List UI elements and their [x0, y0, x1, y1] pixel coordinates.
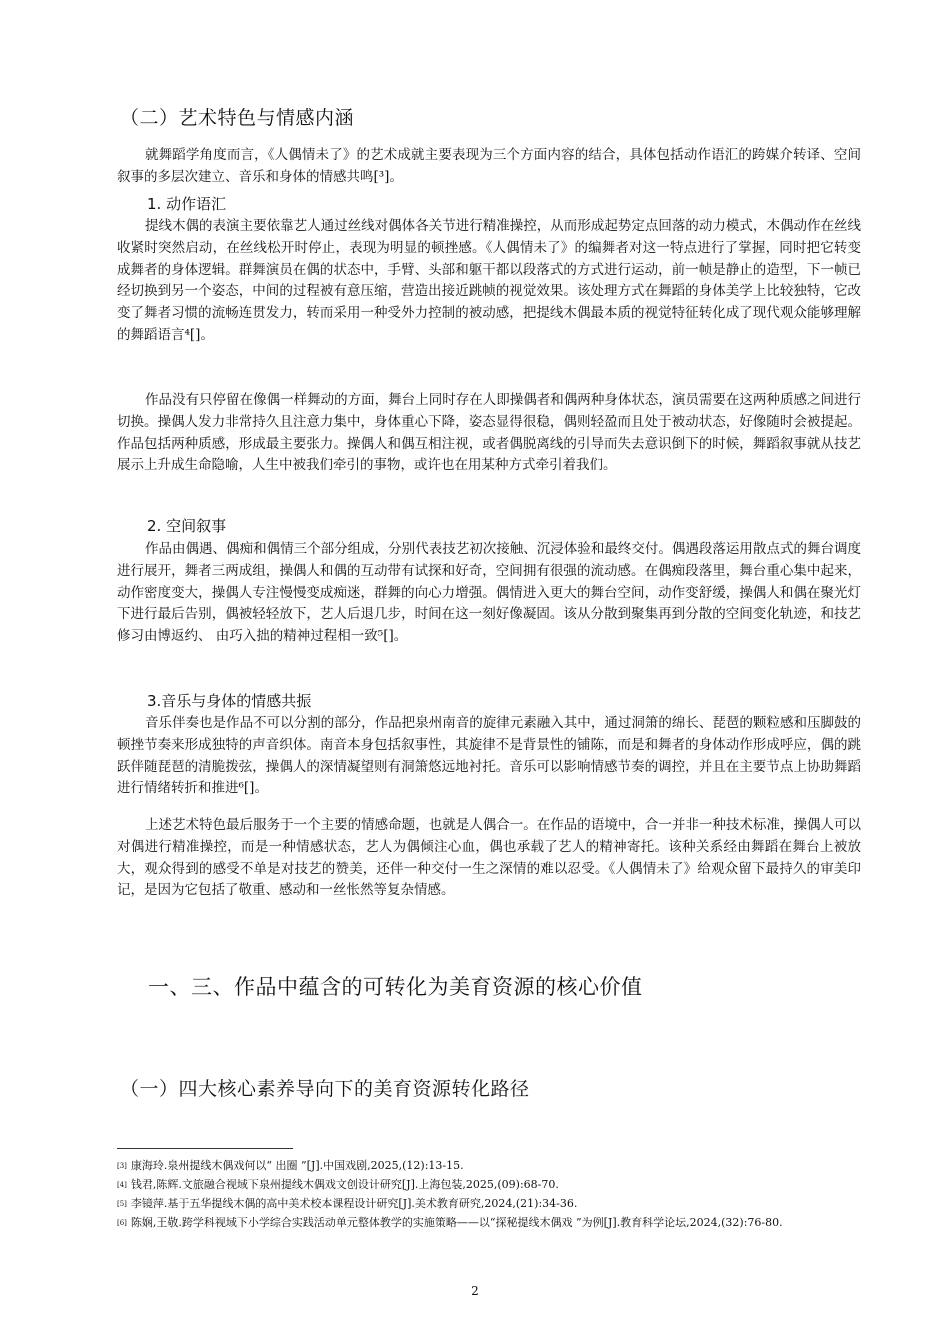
- chapter-heading-core-value: 一、三、作品中蕴含的可转化为美育资源的核心价值: [148, 975, 643, 999]
- footnote-text: 李镜萍.基于五华提线木偶的高中美术校本课程设计研究[J].美术教育研究,2024,(21):34-36.: [130, 1197, 578, 1210]
- section-heading-conversion-path: （一）四大核心素养导向下的美育资源转化路径: [120, 1078, 530, 1100]
- footnote-mark: [3]: [117, 1162, 127, 1170]
- footnote-mark: [6]: [117, 1219, 127, 1227]
- footnote-divider: [117, 1148, 293, 1149]
- page-number: 2: [471, 1284, 479, 1298]
- subheading-music-body: 3.音乐与身体的情感共振: [147, 692, 312, 710]
- movement-paragraph-1: 提线木偶的表演主要依靠艺人通过丝线对偶体各关节进行精准操控，从而形成起势定点回落的动力模式，木偶动作在丝线收紧时突然启动，在丝线松开时停止，表现为明显的顿挫感。《人偶情未了》的编舞者对这一特点进行了掌握，同时把它转变成舞者的身体逻辑。群舞演员在偶的状态中，手臂、头部和躯干都以段落式的方式进行运动，前一帧是静止的造型，下一帧已经切换到另一个姿态，中间的过程被有意压缩，营造出接近跳帧的视觉效果。该处理方式在舞蹈的身体美学上比较独特，它改变了舞者习惯的流畅连贯发力，转而采用一种受外力控制的被动感，把提线木偶最本质的视觉特征转化成了现代观众能够理解的舞蹈语言⁴[]。: [117, 218, 861, 343]
- music-paragraph-2: 上述艺术特色最后服务于一个主要的情感命题，也就是人偶合一。在作品的语境中，合一并非一种技术标准，操偶人可以对偶进行精准操控，而是一种情感状态，艺人为偶倾注心血，偶也承载了艺人的精神寄托。该种关系经由舞蹈在舞台上被放大，观众得到的感受不单是对技艺的赞美，还伴一种交付一生之深情的难以忍受。《人偶情未了》给观众留下最持久的审美印记，是因为它包括了敬重、感动和一丝怅然等复杂情感。: [117, 817, 861, 899]
- music-paragraph-1: 音乐伴奏也是作品不可以分割的部分，作品把泉州南音的旋律元素融入其中，通过洞箫的绵长、琵琶的颗粒感和压脚鼓的顿挫节奏来形成独特的声音织体。南音本身包括叙事性，其旋律不是背景性的铺陈，而是和舞者的身体动作形成呼应，偶的跳跃伴随琵琶的清脆拨弦，操偶人的深情凝望则有洞箫悠远地衬托。音乐可以影响情感节奏的调控，并且在主要节点上协助舞蹈进行情绪转折和推进⁶[]。: [117, 715, 861, 797]
- footnote-6: [117, 1215, 861, 1231]
- intro-paragraph: 就舞蹈学角度而言，《人偶情未了》的艺术成就主要表现为三个方面内容的结合，具体包括动作语汇的跨媒介转译、空间叙事的多层次建立、音乐和身体的情感共鸣[³]。: [117, 147, 861, 185]
- footnote-4: [117, 1177, 861, 1193]
- footnote-3: [117, 1158, 861, 1174]
- footnote-5: [117, 1196, 861, 1212]
- footnote-mark: [5]: [117, 1200, 127, 1208]
- movement-paragraph-2: 作品没有只停留在像偶一样舞动的方面，舞台上同时存在人即操偶者和偶两种身体状态，演员需要在这两种质感之间进行切换。操偶人发力非常持久且注意力集中，身体重心下降，姿态显得很稳，偶则轻盈而且处于被动状态，好像随时会被提起。作品包括两种质感，形成最主要张力。操偶人和偶互相注视，或者偶脱离线的引导而失去意识倒下的时候，舞蹈叙事就从技艺展示上升成生命隐喻，人生中被我们牵引的事物，或许也在用某种方式牵引着我们。: [117, 392, 861, 474]
- footnote-mark: [4]: [117, 1181, 127, 1189]
- subheading-movement-vocabulary: 1. 动作语汇: [147, 195, 227, 213]
- spatial-paragraph: 作品由偶遇、偶痴和偶情三个部分组成，分别代表技艺初次接触、沉浸体验和最终交付。偶遇段落运用散点式的舞台调度进行展开，舞者三两成组，操偶人和偶的互动带有试探和好奇，空间拥有很强的流动感。在偶痴段落里，舞台重心集中起来，动作密度变大，操偶人专注慢慢变成痴迷，群舞的向心力增强。偶情进入更大的舞台空间，动作变舒缓，操偶人和偶在聚光灯下进行最后告别，偶被轻轻放下，艺人后退几步，时间在这一刻好像凝固。该从分散到聚集再到分散的空间变化轨迹，和技艺修习由博返约、 由巧入拙的精神过程相一致⁵[]。: [117, 541, 861, 645]
- footnote-text: 陈娴,王敬.跨学科视域下小学综合实践活动单元整体教学的实施策略——以“探秘提线木偶戏 ”为例[J].教育科学论坛,2024,(32):76-80.: [130, 1216, 783, 1229]
- footnote-text: 钱君,陈辉.文旅融合视域下泉州提线木偶戏文创设计研究[J].上海包装,2025,(09):68-70.: [130, 1178, 559, 1191]
- section-heading-art-features: （二）艺术特色与情感内涵: [120, 107, 355, 129]
- subheading-spatial-narrative: 2. 空间叙事: [147, 517, 227, 535]
- footnote-text: 康海玲.泉州提线木偶戏何以“ 出圈 ”[J].中国戏剧,2025,(12):13-15.: [130, 1159, 464, 1172]
